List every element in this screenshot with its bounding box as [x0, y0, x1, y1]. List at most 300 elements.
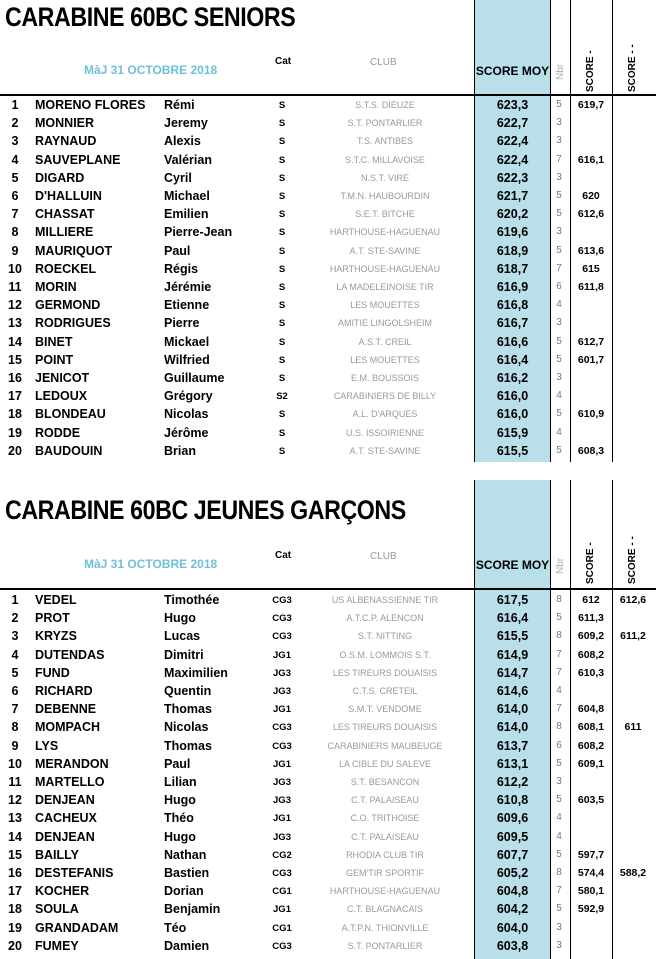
category-cell: S	[278, 263, 286, 275]
club-cell: A.T.C.P. ALENCON	[346, 613, 424, 624]
club-cell: A.T.P.N. THIONVILLE	[341, 922, 429, 933]
club-cell: US ALBENASSIENNE TIR	[331, 595, 439, 605]
score-minus-cell: 597,7	[577, 848, 605, 861]
category-cell: S	[278, 373, 286, 384]
rank-cell: 20	[8, 443, 22, 458]
first-name-cell: Pierre-Jean	[164, 225, 233, 240]
table-row	[0, 627, 656, 645]
category-cell: S	[278, 209, 286, 221]
first-name-cell: Théo	[164, 811, 194, 826]
average-score-cell: 623,3	[496, 98, 529, 112]
rank-cell: 2	[11, 116, 19, 131]
first-name-cell: Dorian	[164, 884, 204, 899]
last-name-cell: MERANDON	[35, 756, 109, 771]
last-name-cell: JENICOT	[35, 371, 90, 385]
last-name-cell: SOULA	[35, 902, 79, 917]
average-score-cell: 622,4	[496, 152, 529, 167]
first-name-cell: Nicolas	[164, 720, 209, 735]
average-score-cell: 613,1	[496, 756, 529, 771]
last-name-cell: MORENO FLORES	[35, 98, 146, 112]
match-count-cell: 6	[556, 739, 562, 751]
last-name-cell: BAILLY	[35, 847, 79, 862]
category-cell: S	[278, 282, 286, 293]
average-score-cell: 616,9	[496, 280, 529, 294]
first-name-cell: Hugo	[164, 793, 196, 808]
category-cell: CG3	[272, 940, 292, 952]
match-count-cell: 3	[556, 372, 562, 383]
rank-cell: 3	[11, 629, 19, 644]
table-row	[0, 791, 656, 809]
match-count-cell: 3	[556, 117, 562, 129]
rank-cell: 4	[11, 647, 19, 662]
last-name-cell: KRYZS	[35, 629, 77, 644]
last-name-cell: ROECKEL	[35, 261, 97, 276]
header-nbr: Nbr	[555, 63, 566, 80]
last-name-cell: FUMEY	[35, 938, 79, 953]
rank-cell: 18	[8, 407, 22, 422]
club-cell: HARTHOUSE-HAGUENAU	[329, 227, 441, 238]
match-count-cell: 3	[556, 171, 562, 183]
score-minus-cell: 610,3	[577, 666, 605, 679]
category-cell: S	[278, 300, 286, 312]
rank-cell: 20	[8, 938, 22, 953]
score-minus-cell: 619,7	[577, 99, 605, 111]
match-count-cell: 7	[556, 885, 562, 897]
first-name-cell: Grégory	[164, 389, 213, 404]
score-minus-cell: 601,7	[577, 353, 605, 366]
category-cell: S	[278, 136, 286, 148]
match-count-cell: 5	[556, 408, 562, 420]
rank-cell: 13	[8, 316, 22, 331]
average-score-cell: 616,0	[496, 407, 529, 422]
update-date: MàJ 31 OCTOBRE 2018	[84, 63, 218, 77]
average-score-cell: 616,4	[496, 352, 529, 367]
club-cell: A.T. STE-SAVINE	[349, 445, 421, 456]
rank-cell: 19	[8, 920, 22, 935]
table-row	[0, 242, 656, 260]
club-cell: O.S.M. LOMMOIS S.T.	[339, 649, 431, 660]
club-cell: S.M.T. VENDOME	[348, 704, 422, 715]
last-name-cell: MARTELLO	[35, 775, 105, 789]
first-name-cell: Benjamin	[164, 902, 221, 917]
match-count-cell: 7	[556, 648, 562, 660]
last-name-cell: D'HALLUIN	[35, 189, 102, 203]
last-name-cell: BINET	[35, 334, 73, 349]
average-score-cell: 614,6	[496, 684, 529, 698]
category-cell: S	[278, 100, 286, 111]
match-count-cell: 3	[556, 317, 562, 329]
table-row	[0, 664, 656, 682]
last-name-cell: MONNIER	[35, 116, 95, 131]
last-name-cell: FUND	[35, 665, 70, 680]
average-score-cell: 616,8	[496, 298, 529, 313]
first-name-cell: Wilfried	[164, 352, 210, 367]
match-count-cell: 5	[556, 848, 562, 860]
rank-cell: 10	[8, 261, 22, 276]
table-row	[0, 900, 656, 918]
score-minus-minus-cell: 611,2	[620, 630, 646, 643]
table-row	[0, 151, 656, 169]
rank-cell: 6	[11, 684, 19, 698]
match-count-cell: 7	[556, 703, 562, 715]
last-name-cell: RODDE	[35, 425, 81, 440]
score-minus-cell: 613,6	[577, 244, 605, 257]
category-cell: S	[278, 118, 286, 130]
average-score-cell: 610,8	[496, 793, 529, 808]
rank-cell: 15	[8, 352, 22, 367]
average-score-cell: 604,8	[496, 884, 529, 899]
average-score-cell: 616,0	[496, 389, 529, 404]
average-score-cell: 603,8	[496, 938, 529, 953]
last-name-cell: KOCHER	[35, 884, 90, 899]
table-row	[0, 278, 656, 296]
last-name-cell: MAURIQUOT	[35, 243, 113, 258]
match-count-cell: 5	[556, 444, 562, 456]
average-score-cell: 604,0	[496, 920, 529, 935]
average-score-cell: 614,7	[496, 665, 529, 680]
category-cell: S	[278, 336, 286, 348]
score-minus-cell: 615	[582, 262, 600, 275]
score-minus-cell: 580,1	[577, 885, 605, 898]
match-count-cell: 5	[556, 190, 562, 201]
first-name-cell: Brian	[164, 443, 196, 458]
match-count-cell: 8	[556, 867, 562, 878]
match-count-cell: 5	[556, 794, 562, 806]
last-name-cell: MILLIERE	[35, 225, 94, 240]
last-name-cell: RICHARD	[35, 684, 93, 698]
first-name-cell: Nathan	[164, 847, 207, 862]
category-cell: JG3	[273, 777, 291, 788]
category-cell: S	[278, 191, 286, 202]
rank-cell: 17	[8, 884, 22, 899]
club-cell: A.T. STE-SAVINE	[349, 245, 421, 256]
last-name-cell: CACHEUX	[35, 811, 97, 826]
match-count-cell: 5	[556, 612, 562, 624]
rank-cell: 10	[8, 756, 22, 771]
match-count-cell: 4	[556, 390, 562, 402]
club-cell: LES TIREURS DOUAISIS	[332, 722, 438, 733]
club-cell: N.S.T. VIRE	[360, 172, 409, 183]
table-row	[0, 424, 656, 442]
last-name-cell: CHASSAT	[35, 207, 95, 222]
rank-cell: 16	[8, 866, 22, 880]
table-row	[0, 114, 656, 132]
header-rule	[0, 588, 656, 590]
rank-cell: 6	[11, 189, 19, 203]
category-cell: S	[278, 427, 286, 439]
rank-cell: 5	[11, 170, 19, 185]
first-name-cell: Lilian	[164, 775, 197, 789]
last-name-cell: DESTEFANIS	[35, 866, 114, 880]
score-minus-cell: 612	[582, 594, 600, 606]
table-row	[0, 96, 656, 114]
rank-cell: 14	[8, 829, 22, 844]
last-name-cell: MORIN	[35, 280, 77, 294]
score-minus-cell: 574,4	[577, 867, 605, 879]
match-count-cell: 3	[556, 921, 562, 933]
header-club: CLUB	[370, 551, 397, 562]
category-cell: CG3	[272, 722, 292, 734]
club-cell: S.T. PONTARLIER	[347, 940, 423, 951]
last-name-cell: SAUVEPLANE	[35, 152, 121, 167]
header-nbr: Nbr	[555, 557, 566, 574]
last-name-cell: DIGARD	[35, 170, 85, 185]
club-cell: T.S. ANTIBES	[356, 136, 414, 147]
section-title: CARABINE 60BC SENIORS	[5, 2, 296, 32]
club-cell: A.S.T. CREIL	[358, 336, 412, 347]
first-name-cell: Thomas	[164, 702, 212, 717]
score-minus-minus-cell: 588,2	[619, 867, 647, 879]
score-minus-cell: 608,2	[577, 648, 605, 661]
table-row	[0, 809, 656, 827]
first-name-cell: Pierre	[164, 316, 200, 331]
score-minus-cell: 603,5	[577, 794, 605, 807]
match-count-cell: 3	[556, 226, 562, 238]
club-cell: S.T. NITTING	[358, 631, 412, 642]
first-name-cell: Thomas	[164, 738, 212, 753]
category-cell: CG2	[272, 849, 292, 861]
rank-cell: 17	[8, 389, 22, 404]
match-count-cell: 4	[556, 299, 562, 311]
score-minus-cell: 611,8	[578, 281, 604, 293]
last-name-cell: RODRIGUES	[35, 316, 111, 331]
score-minus-cell: 604,8	[577, 703, 605, 716]
score-minus-cell: 611,3	[578, 612, 604, 625]
table-row	[0, 351, 656, 369]
rank-cell: 12	[8, 793, 22, 808]
first-name-cell: Valérian	[164, 152, 212, 167]
rank-cell: 9	[11, 738, 19, 753]
average-score-cell: 614,0	[496, 702, 529, 717]
update-date: MàJ 31 OCTOBRE 2018	[84, 557, 218, 571]
last-name-cell: DENJEAN	[35, 793, 95, 808]
match-count-cell: 8	[556, 594, 562, 605]
average-score-cell: 614,9	[496, 647, 529, 662]
first-name-cell: Régis	[164, 261, 199, 276]
first-name-cell: Guillaume	[164, 371, 225, 385]
category-cell: S	[278, 445, 286, 457]
category-cell: JG1	[273, 758, 291, 770]
table-row	[0, 882, 656, 900]
club-cell: E.M. BOUSSOIS	[350, 373, 419, 383]
last-name-cell: DEBENNE	[35, 702, 97, 717]
last-name-cell: BAUDOUIN	[35, 443, 103, 458]
category-cell: S	[278, 154, 286, 166]
table-row	[0, 682, 656, 700]
table-row	[0, 864, 656, 882]
table-row	[0, 442, 656, 460]
score-minus-cell: 592,9	[577, 903, 605, 916]
table-row	[0, 260, 656, 278]
club-cell: AMITIE LINGOLSHEIM	[337, 318, 433, 329]
rank-cell: 18	[8, 902, 22, 917]
average-score-cell: 617,5	[496, 593, 529, 607]
club-cell: S.T. BESANCON	[350, 777, 420, 787]
last-name-cell: LYS	[35, 738, 59, 753]
club-cell: LES MOUETTES	[350, 354, 420, 365]
rank-cell: 15	[8, 847, 22, 862]
score-minus-cell: 609,1	[577, 757, 605, 770]
average-score-cell: 609,5	[496, 829, 529, 844]
last-name-cell: DENJEAN	[35, 829, 95, 844]
rank-cell: 5	[11, 665, 19, 680]
club-cell: C.T. PALAISEAU	[351, 831, 419, 842]
header-score-minus-minus: SCORE - -	[627, 44, 638, 92]
category-cell: S	[278, 172, 286, 184]
rank-cell: 9	[11, 243, 19, 258]
header-score-moy: SCORE MOY	[475, 558, 550, 572]
rank-cell: 13	[8, 811, 22, 826]
rank-cell: 14	[8, 334, 22, 349]
average-score-cell: 616,6	[496, 334, 529, 349]
match-count-cell: 5	[556, 244, 562, 256]
category-cell: S2	[276, 391, 288, 403]
average-score-cell: 618,9	[496, 243, 529, 258]
table-row	[0, 919, 656, 937]
last-name-cell: POINT	[35, 352, 74, 367]
match-count-cell: 7	[556, 153, 562, 165]
first-name-cell: Maximilien	[164, 665, 228, 680]
header-score-moy: SCORE MOY	[475, 64, 550, 78]
table-row	[0, 609, 656, 627]
category-cell: JG3	[273, 667, 291, 679]
header-club: CLUB	[370, 57, 397, 68]
first-name-cell: Cyril	[164, 170, 192, 185]
first-name-cell: Timothée	[164, 593, 220, 607]
table-row	[0, 132, 656, 150]
rank-cell: 12	[8, 298, 22, 313]
table-row	[0, 755, 656, 773]
rank-cell: 19	[8, 425, 22, 440]
last-name-cell: PROT	[35, 611, 70, 626]
match-count-cell: 4	[556, 830, 562, 842]
average-score-cell: 616,4	[496, 611, 529, 626]
table-row	[0, 314, 656, 332]
seniors-section	[0, 0, 660, 462]
rank-cell: 3	[11, 134, 19, 149]
rank-cell: 7	[11, 207, 19, 222]
first-name-cell: Lucas	[164, 629, 201, 644]
club-cell: LA MADELEINOISE TIR	[336, 282, 434, 292]
category-cell: JG3	[273, 795, 291, 807]
table-row	[0, 828, 656, 846]
category-cell: CG1	[272, 886, 292, 898]
category-cell: JG1	[273, 813, 291, 825]
first-name-cell: Michael	[164, 189, 210, 203]
first-name-cell: Alexis	[164, 134, 201, 149]
header-cat: Cat	[275, 550, 292, 561]
table-row	[0, 369, 656, 387]
table-row	[0, 296, 656, 314]
average-score-cell: 622,4	[496, 134, 529, 149]
club-cell: HARTHOUSE-HAGUENAU	[329, 886, 441, 897]
average-score-cell: 620,2	[496, 207, 529, 222]
first-name-cell: Bastien	[164, 866, 210, 880]
rank-cell: 7	[11, 702, 19, 717]
club-cell: LES MOUETTES	[350, 300, 420, 311]
category-cell: JG3	[273, 686, 291, 697]
first-name-cell: Nicolas	[164, 407, 209, 422]
rank-cell: 8	[11, 720, 19, 735]
header-score-minus-minus: SCORE - -	[627, 536, 638, 584]
rank-cell: 8	[11, 225, 19, 240]
match-count-cell: 8	[556, 630, 562, 642]
match-count-cell: 4	[556, 685, 562, 696]
average-score-cell: 618,7	[496, 261, 529, 276]
category-cell: JG1	[273, 704, 291, 716]
category-cell: JG1	[273, 904, 291, 916]
last-name-cell: GERMOND	[35, 298, 101, 313]
rank-cell: 4	[11, 152, 19, 167]
first-name-cell: Téo	[164, 920, 187, 935]
header-score-minus: SCORE -	[585, 50, 596, 92]
rank-cell: 16	[8, 371, 22, 385]
first-name-cell: Jeremy	[164, 116, 208, 131]
score-minus-cell: 620	[582, 190, 600, 202]
match-count-cell: 3	[556, 939, 562, 951]
header-score-minus: SCORE -	[585, 542, 596, 584]
category-cell: S	[278, 409, 286, 421]
club-cell: A.L. D'ARQUES	[352, 409, 418, 420]
rank-cell: 11	[8, 775, 22, 789]
average-score-cell: 622,3	[496, 170, 529, 185]
first-name-cell: Damien	[164, 938, 210, 953]
category-cell: S	[278, 227, 286, 239]
rank-cell: 1	[11, 593, 19, 607]
score-minus-minus-cell: 611	[624, 721, 642, 734]
first-name-cell: Hugo	[164, 611, 196, 626]
match-count-cell: 8	[556, 721, 562, 733]
match-count-cell: 5	[556, 99, 562, 110]
last-name-cell: RAYNAUD	[35, 134, 97, 149]
club-cell: C.T.S. CRETEIL	[352, 686, 418, 696]
score-minus-cell: 609,2	[577, 630, 605, 643]
last-name-cell: BLONDEAU	[35, 407, 106, 422]
first-name-cell: Paul	[164, 756, 191, 771]
match-count-cell: 4	[556, 426, 562, 438]
last-name-cell: GRANDADAM	[35, 920, 119, 935]
average-score-cell: 614,0	[496, 720, 529, 735]
category-cell: CG1	[272, 922, 292, 934]
table-row	[0, 737, 656, 755]
table-row	[0, 333, 656, 351]
table-row	[0, 205, 656, 223]
first-name-cell: Jérôme	[164, 425, 209, 440]
first-name-cell: Jérémie	[164, 280, 212, 294]
score-minus-cell: 612,6	[577, 208, 605, 221]
match-count-cell: 7	[556, 262, 562, 274]
table-row	[0, 187, 656, 205]
club-cell: S.T. PONTARLIER	[347, 118, 423, 129]
club-cell: LES TIREURS DOUAISIS	[332, 667, 438, 678]
jeunes-garcons-section	[0, 480, 660, 959]
score-minus-minus-cell: 612,6	[619, 594, 647, 606]
score-minus-cell: 608,2	[577, 739, 605, 752]
first-name-cell: Hugo	[164, 829, 196, 844]
match-count-cell: 7	[556, 666, 562, 678]
club-cell: S.E.T. BITCHE	[355, 209, 415, 220]
first-name-cell: Dimitri	[164, 647, 204, 662]
score-minus-cell: 612,7	[577, 335, 605, 348]
table-row	[0, 846, 656, 864]
match-count-cell: 5	[556, 353, 562, 365]
club-cell: CARABINIERS MAUBEUGE	[327, 740, 443, 751]
header-cat: Cat	[275, 56, 292, 67]
score-minus-cell: 608,3	[577, 444, 605, 457]
club-cell: U.S. ISSOIRIENNE	[345, 427, 425, 438]
average-score-cell: 612,2	[496, 775, 529, 789]
club-cell: C.T. BLAGNACAIS	[346, 904, 424, 915]
